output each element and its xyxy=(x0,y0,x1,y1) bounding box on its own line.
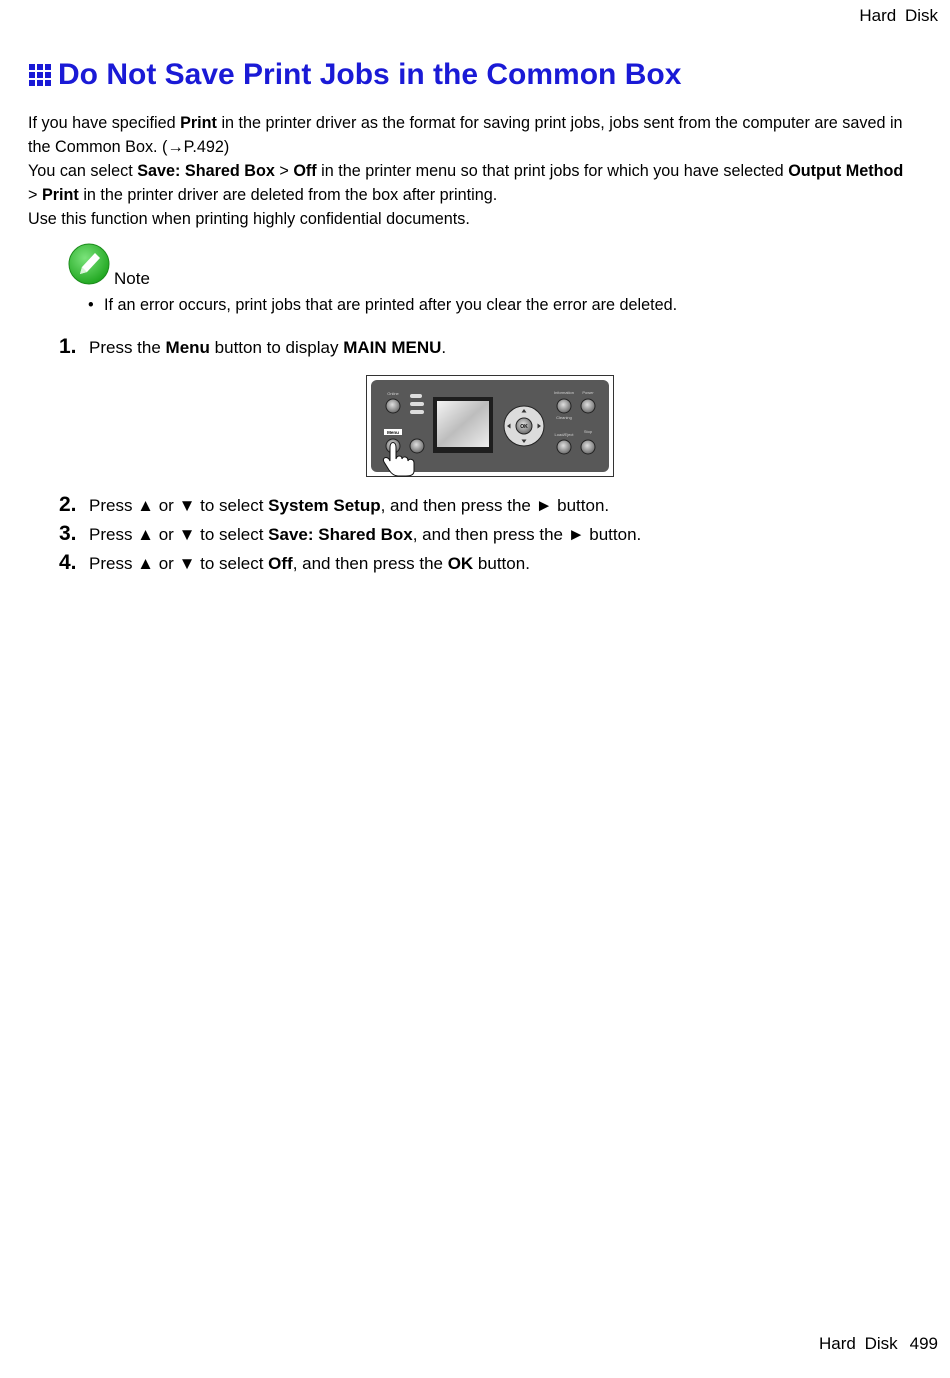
note-label: Note xyxy=(114,269,150,288)
svg-text:Stop: Stop xyxy=(583,429,593,434)
svg-text:Cleaning: Cleaning xyxy=(556,415,572,420)
step-3: 3. Press ▲ or ▼ to select Save: Shared Box, and then press the ► button. xyxy=(59,522,642,545)
note-pencil-icon xyxy=(67,242,111,286)
step-4: 4. Press ▲ or ▼ to select Off, and then press the OK button. xyxy=(59,551,530,574)
svg-text:Power: Power xyxy=(582,390,594,395)
grid-icon xyxy=(28,63,52,87)
intro-paragraph-2: You can select Save: Shared Box > Off in the printer menu so that print jobs for which you have selected Output Method > Print in the printer driver are deleted from the box after printing. xyxy=(28,162,904,204)
panel-display xyxy=(437,401,489,447)
panel-button-load-eject xyxy=(557,440,571,454)
page-title-text: Do Not Save Print Jobs in the Common Box xyxy=(58,58,682,91)
step-2: 2. Press ▲ or ▼ to select System Setup, and then press the ► button. xyxy=(59,493,610,516)
footer-section: Hard Disk xyxy=(819,1334,898,1353)
step-1: 1. Press the Menu button to display MAIN MENU. xyxy=(59,335,447,358)
intro-paragraph-1: If you have specified Print in the printer driver as the format for saving print jobs, jobs sent from the computer are saved in the Common Box. (→P.492) xyxy=(28,114,903,156)
panel-button-information xyxy=(557,399,571,413)
svg-text:Load/Eject: Load/Eject xyxy=(554,432,574,437)
svg-text:Online: Online xyxy=(387,391,399,396)
panel-button-back xyxy=(410,439,424,453)
control-panel-illustration xyxy=(366,375,614,477)
page-footer xyxy=(819,1334,938,1354)
svg-text:Information: Information xyxy=(553,390,575,395)
panel-button-stop xyxy=(581,440,595,454)
intro-text xyxy=(28,111,908,231)
note-item: • If an error occurs, print jobs that are printed after you clear the error are deleted. xyxy=(88,296,678,314)
intro-paragraph-3: Use this function when printing highly confidential documents. xyxy=(28,210,470,228)
page-number: 499 xyxy=(909,1334,938,1353)
page-title xyxy=(28,58,681,92)
running-header: Hard Disk xyxy=(859,6,938,25)
panel-button-online xyxy=(386,399,400,413)
svg-text:Menu: Menu xyxy=(387,430,399,435)
svg-text:OK: OK xyxy=(520,424,528,430)
panel-button-power xyxy=(581,399,595,413)
